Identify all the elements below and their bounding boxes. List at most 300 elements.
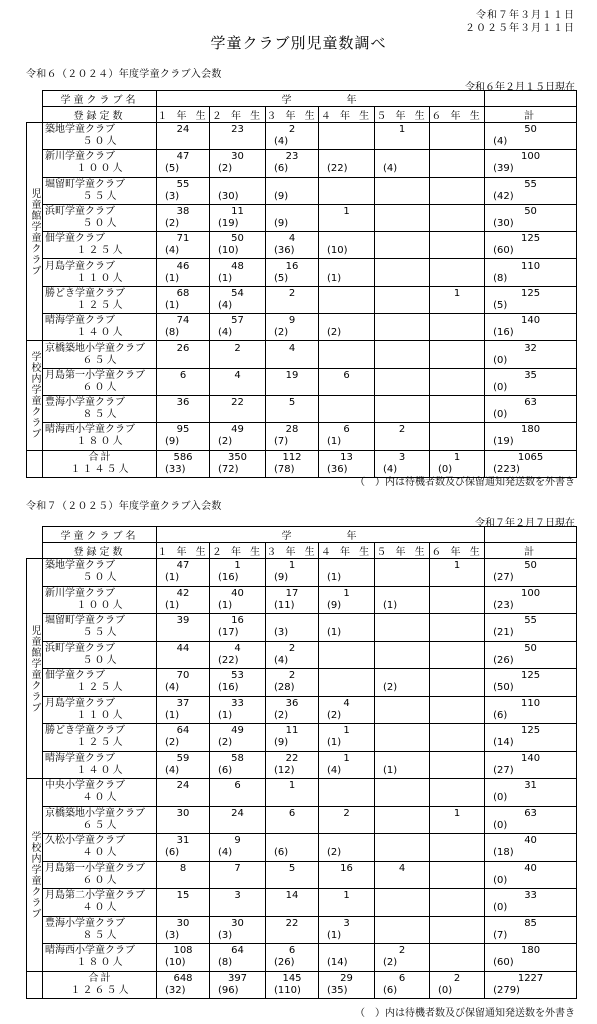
waitlist-count: (0) xyxy=(493,819,508,831)
club-name-cell xyxy=(43,614,157,642)
grade-5-cell xyxy=(375,779,430,807)
total-label-cell xyxy=(43,450,157,477)
grade-3-cell xyxy=(266,177,319,204)
enrolled-count: 586 xyxy=(173,451,193,463)
grade-5-cell xyxy=(375,150,430,177)
waitlist-count xyxy=(430,930,484,942)
waitlist-count xyxy=(430,355,484,367)
waitlist-count: (4) xyxy=(493,136,508,148)
waitlist-count xyxy=(266,792,318,804)
waitlist-count xyxy=(266,300,318,312)
grade-1-cell xyxy=(157,395,210,422)
enrolled-count: 30 xyxy=(231,917,244,929)
enrolled-count: 40 xyxy=(524,835,537,847)
waitlist-count xyxy=(375,737,429,749)
club-name: 晴海西小学童クラブ xyxy=(45,424,135,436)
waitlist-count xyxy=(430,572,484,584)
grade-1-cell xyxy=(157,123,210,150)
waitlist-count xyxy=(157,820,209,832)
waitlist-count: (2) xyxy=(218,737,233,749)
enrolled-count: 2 xyxy=(288,124,296,136)
enrolled-count: 47 xyxy=(176,560,190,572)
waitlist-count xyxy=(319,409,374,421)
enrolled-count: 40 xyxy=(231,587,244,599)
grade-1-cell xyxy=(157,916,210,944)
waitlist-count xyxy=(375,327,429,339)
enrolled-count: 1 xyxy=(234,560,241,572)
waitlist-count: (4) xyxy=(383,163,398,175)
enrolled-count: 39 xyxy=(176,615,190,627)
waitlist-count: (3) xyxy=(274,627,289,639)
club-name: 月島学童クラブ xyxy=(45,697,115,709)
enrolled-count xyxy=(430,370,484,382)
waitlist-count: (22) xyxy=(327,163,348,175)
enrolled-count: 85 xyxy=(524,917,537,929)
grade-1-cell xyxy=(157,889,210,917)
waitlist-count: (223) xyxy=(493,463,520,475)
grade-2-cell xyxy=(210,971,266,999)
grade-1-cell xyxy=(157,696,210,724)
table-row xyxy=(27,150,577,177)
table-row xyxy=(27,259,577,286)
header-blank xyxy=(27,91,43,123)
waitlist-count xyxy=(430,682,484,694)
enrolled-count xyxy=(375,370,429,382)
club-name-cell xyxy=(43,806,157,834)
waitlist-count xyxy=(430,273,484,285)
enrolled-count: 40 xyxy=(524,862,537,874)
waitlist-count xyxy=(375,273,429,285)
waitlist-count: (32) xyxy=(165,984,186,996)
grade-5-cell xyxy=(375,232,430,259)
waitlist-count xyxy=(210,902,265,914)
waitlist-count xyxy=(319,902,374,914)
enrolled-count: 1 xyxy=(288,560,296,572)
club-name: 新川学童クラブ xyxy=(45,151,115,163)
enrolled-count xyxy=(430,753,484,765)
grade-5-cell xyxy=(375,259,430,286)
table-row xyxy=(27,395,577,422)
enrolled-count xyxy=(266,615,318,627)
waitlist-count: (0) xyxy=(493,874,508,886)
waitlist-count xyxy=(430,218,484,230)
total-cell xyxy=(485,314,577,341)
grade-6-cell xyxy=(430,614,485,642)
grade-6-cell xyxy=(430,368,485,395)
table-row xyxy=(27,586,577,614)
group-label-jidokan: 児童館学童クラブ xyxy=(27,123,43,341)
waitlist-count: (19) xyxy=(493,436,514,448)
enrolled-count: 55 xyxy=(524,615,537,627)
club-name-cell xyxy=(43,204,157,231)
grade-6-cell xyxy=(430,669,485,697)
enrolled-count: 70 xyxy=(176,670,190,682)
enrolled-count xyxy=(430,261,484,273)
enrolled-count: 100 xyxy=(521,151,541,163)
table-row xyxy=(27,889,577,917)
grade-5-cell xyxy=(375,916,430,944)
enrolled-count: 32 xyxy=(524,342,537,354)
waitlist-count: (4) xyxy=(165,764,180,776)
club-quota: １１０人 xyxy=(76,272,125,284)
enrolled-count: 2 xyxy=(398,945,406,957)
enrolled-count: 112 xyxy=(282,451,302,463)
enrolled-count xyxy=(375,560,429,572)
enrolled-count: 5 xyxy=(288,862,296,874)
waitlist-count: (2) xyxy=(165,737,180,749)
grade-1-cell xyxy=(157,177,210,204)
grade-5-cell xyxy=(375,669,430,697)
enrolled-count: 31 xyxy=(176,835,190,847)
grade-6-cell xyxy=(430,177,485,204)
grade-header-4: ４ 年 生 xyxy=(319,107,375,123)
enrolled-count: 4 xyxy=(288,342,296,354)
enrolled-count: 6 xyxy=(398,972,406,984)
waitlist-count: (7) xyxy=(274,436,289,448)
grade-3-cell xyxy=(266,341,319,368)
club-name: 佃学童クラブ xyxy=(45,670,105,682)
waitlist-count: (8) xyxy=(218,957,233,969)
waitlist-count: (9) xyxy=(274,737,289,749)
enrolled-count: 140 xyxy=(521,752,541,764)
total-cell xyxy=(485,123,577,150)
waitlist-count xyxy=(430,245,484,257)
waitlist-count xyxy=(430,163,484,175)
waitlist-count xyxy=(430,382,484,394)
grade-header-5: ５ 年 生 xyxy=(375,543,430,559)
enrolled-count: 3 xyxy=(398,451,406,463)
grade-header-2: ２ 年 生 xyxy=(210,543,266,559)
grade-4-cell xyxy=(319,123,375,150)
club-quota: １４０人 xyxy=(76,764,125,776)
waitlist-count: (1) xyxy=(218,272,233,284)
grade-5-cell xyxy=(375,944,430,972)
grade-1-cell xyxy=(157,368,210,395)
total-cell xyxy=(485,889,577,917)
club-quota: ５５人 xyxy=(82,627,119,639)
waitlist-count: (0) xyxy=(438,984,453,996)
club-name: 晴海学童クラブ xyxy=(45,752,115,764)
waitlist-count: (16) xyxy=(218,572,239,584)
grade-2-cell xyxy=(210,696,266,724)
enrolled-count xyxy=(319,343,374,355)
grade-4-cell xyxy=(319,259,375,286)
grade-3-cell xyxy=(266,916,319,944)
club-name-cell xyxy=(43,889,157,917)
grade-4-cell xyxy=(319,889,375,917)
club-name-cell xyxy=(43,368,157,395)
grade-1-cell xyxy=(157,204,210,231)
grade-5-cell xyxy=(375,724,430,752)
grade-5-cell xyxy=(375,586,430,614)
waitlist-count: (1) xyxy=(327,572,342,584)
grade-3-cell xyxy=(266,724,319,752)
enrolled-count: 24 xyxy=(176,124,190,136)
enrolled-count: 95 xyxy=(176,424,190,436)
enrolled-count xyxy=(375,753,429,765)
enrolled-count: 11 xyxy=(231,206,244,218)
club-name: 新川学童クラブ xyxy=(45,587,115,599)
grade-6-cell xyxy=(430,779,485,807)
waitlist-count xyxy=(157,655,209,667)
waitlist-count: (8) xyxy=(493,272,508,284)
enrolled-count: 14 xyxy=(285,890,299,902)
grade-1-cell xyxy=(157,259,210,286)
as-of-2024: 令和６年２月１５日現在 xyxy=(465,82,575,93)
waitlist-count xyxy=(210,792,265,804)
enrolled-count: 1227 xyxy=(517,972,544,984)
club-name-cell xyxy=(43,641,157,669)
enrolled-count: 50 xyxy=(524,560,537,572)
grade-6-cell xyxy=(430,861,485,889)
grade-3-cell xyxy=(266,641,319,669)
enrolled-count xyxy=(375,588,429,600)
grade-3-cell xyxy=(266,286,319,313)
club-name-cell xyxy=(43,395,157,422)
waitlist-count xyxy=(375,355,429,367)
waitlist-count xyxy=(266,930,318,942)
grade-1-cell xyxy=(157,586,210,614)
enrolled-count xyxy=(430,945,484,957)
grade-5-cell xyxy=(375,341,430,368)
waitlist-count: (2) xyxy=(383,682,398,694)
grade-6-cell xyxy=(430,341,485,368)
grade-1-cell xyxy=(157,614,210,642)
table-row xyxy=(27,834,577,862)
waitlist-count xyxy=(430,191,484,203)
grade-group-header: 学 年 xyxy=(157,91,485,107)
club-quota: ５０人 xyxy=(82,654,119,666)
grade-2-cell xyxy=(210,614,266,642)
enrolled-count: 125 xyxy=(521,233,541,245)
total-blank xyxy=(27,971,43,999)
waitlist-count xyxy=(375,300,429,312)
group-label-school: 学校内学童クラブ xyxy=(27,779,43,972)
waitlist-count: (78) xyxy=(274,463,295,475)
total-header-top xyxy=(485,91,577,107)
enrolled-count xyxy=(375,179,429,191)
waitlist-count xyxy=(430,600,484,612)
grade-1-cell xyxy=(157,724,210,752)
enrolled-count: 36 xyxy=(176,397,190,409)
club-quota: ６０人 xyxy=(82,874,119,886)
enrolled-count: 9 xyxy=(234,835,241,847)
enrolled-count xyxy=(430,151,484,163)
waitlist-count: (4) xyxy=(218,299,233,311)
grade-4-cell xyxy=(319,724,375,752)
grade-1-cell xyxy=(157,944,210,972)
waitlist-count: (110) xyxy=(274,984,301,996)
waitlist-count xyxy=(319,218,374,230)
waitlist-count xyxy=(319,355,374,367)
waitlist-count xyxy=(319,682,374,694)
grade-2-cell xyxy=(210,204,266,231)
waitlist-count: (17) xyxy=(218,627,239,639)
grade-1-cell xyxy=(157,450,210,477)
enrolled-count: 38 xyxy=(176,206,190,218)
enrolled-count xyxy=(266,179,318,191)
waitlist-count: (27) xyxy=(493,572,514,584)
grade-3-cell xyxy=(266,944,319,972)
grade-4-cell xyxy=(319,614,375,642)
table-row xyxy=(27,944,577,972)
grade-1-cell xyxy=(157,806,210,834)
grade-2-cell xyxy=(210,669,266,697)
grade-4-cell xyxy=(319,971,375,999)
total-cell xyxy=(485,395,577,422)
club-name: 月島第二小学童クラブ xyxy=(45,890,145,902)
enrolled-count xyxy=(319,261,374,273)
table-row xyxy=(27,177,577,204)
enrolled-count: 4 xyxy=(398,862,406,874)
grade-1-cell xyxy=(157,779,210,807)
enrolled-count: 22 xyxy=(285,917,299,929)
club-name-cell xyxy=(43,751,157,779)
enrolled-count: 59 xyxy=(176,752,190,764)
total-cell xyxy=(485,150,577,177)
grade-header-3: ３ 年 生 xyxy=(266,543,319,559)
grade-5-cell xyxy=(375,559,430,587)
waitlist-count xyxy=(266,409,318,421)
enrolled-count: 1 xyxy=(398,124,406,136)
grade-3-cell xyxy=(266,450,319,477)
waitlist-count: (9) xyxy=(274,218,289,230)
enrolled-count xyxy=(319,179,374,191)
grade-2-cell xyxy=(210,423,266,450)
grade-6-cell xyxy=(430,423,485,450)
enrollment-table-2025 xyxy=(26,526,577,999)
club-name-header: 学童クラブ名 xyxy=(43,527,157,543)
header-row xyxy=(27,543,577,559)
waitlist-count xyxy=(375,436,429,448)
grade-6-cell xyxy=(430,696,485,724)
enrolled-count xyxy=(319,151,374,163)
table-row xyxy=(27,123,577,150)
table-row xyxy=(27,861,577,889)
enrolled-count: 50 xyxy=(524,124,537,136)
waitlist-count: (5) xyxy=(274,272,289,284)
waitlist-count: (18) xyxy=(493,847,514,859)
header-blank xyxy=(27,527,43,559)
grade-6-cell xyxy=(430,971,485,999)
grade-4-cell xyxy=(319,696,375,724)
waitlist-count: (4) xyxy=(165,245,180,257)
waitlist-count: (9) xyxy=(274,190,289,202)
waitlist-count xyxy=(157,409,209,421)
enrolled-count: 140 xyxy=(521,315,541,327)
enrolled-count: 64 xyxy=(176,725,190,737)
grade-3-cell xyxy=(266,586,319,614)
enrolled-count: 1 xyxy=(343,587,350,599)
enrolled-count: 9 xyxy=(288,315,296,327)
waitlist-count: (4) xyxy=(218,327,233,339)
waitlist-count: (6) xyxy=(274,163,289,175)
waitlist-count: (2) xyxy=(383,957,398,969)
club-name: 豊海小学童クラブ xyxy=(45,917,125,929)
waitlist-count xyxy=(430,655,484,667)
enrolled-count: 31 xyxy=(524,780,537,792)
grade-5-cell xyxy=(375,286,430,313)
header-row xyxy=(27,91,577,107)
club-name: 京橋築地小学童クラブ xyxy=(45,807,145,819)
grade-5-cell xyxy=(375,971,430,999)
grade-header-1: １ 年 生 xyxy=(157,107,210,123)
waitlist-count xyxy=(157,136,209,148)
enrolled-count: 4 xyxy=(288,233,296,245)
enrolled-count xyxy=(375,698,429,710)
enrolled-count: 125 xyxy=(521,670,541,682)
table-row xyxy=(27,916,577,944)
grade-5-cell xyxy=(375,806,430,834)
club-name-cell xyxy=(43,861,157,889)
enrolled-count xyxy=(430,643,484,655)
grade-4-cell xyxy=(319,150,375,177)
waitlist-count: (0) xyxy=(438,463,453,475)
total-cell xyxy=(485,751,577,779)
waitlist-count xyxy=(430,847,484,859)
grade-6-cell xyxy=(430,834,485,862)
club-quota: ６５人 xyxy=(82,819,119,831)
quota-header: 登録定数 xyxy=(43,543,157,559)
waitlist-count xyxy=(210,355,265,367)
waitlist-count: (8) xyxy=(165,327,180,339)
total-cell xyxy=(485,204,577,231)
waitlist-count: (6) xyxy=(493,709,508,721)
table-row xyxy=(27,641,577,669)
club-name-cell xyxy=(43,779,157,807)
total-quota: １１４５人 xyxy=(70,463,131,475)
waitlist-count: (279) xyxy=(493,984,520,996)
table-row xyxy=(27,368,577,395)
waitlist-count xyxy=(375,820,429,832)
waitlist-count: (1) xyxy=(165,599,180,611)
enrolled-count: 11 xyxy=(285,725,299,737)
grade-1-cell xyxy=(157,314,210,341)
enrolled-count xyxy=(430,206,484,218)
waitlist-count xyxy=(430,875,484,887)
waitlist-count xyxy=(430,820,484,832)
waitlist-count xyxy=(375,572,429,584)
waitlist-count: (12) xyxy=(274,764,295,776)
enrolled-count: 648 xyxy=(173,972,193,984)
enrolled-count: 100 xyxy=(521,587,541,599)
grade-4-cell xyxy=(319,232,375,259)
grade-6-cell xyxy=(430,751,485,779)
total-cell xyxy=(485,806,577,834)
waitlist-count xyxy=(319,655,374,667)
club-name: 浜町学童クラブ xyxy=(45,206,115,218)
club-quota: ５０人 xyxy=(82,572,119,584)
waitlist-count: (2) xyxy=(218,163,233,175)
grade-header-6: ６ 年 生 xyxy=(430,543,485,559)
club-name-header: 学童クラブ名 xyxy=(43,91,157,107)
note-2024: （ ）内は待機者数及び保留通知発送数を外書き xyxy=(355,477,575,488)
club-name: 中央小学童クラブ xyxy=(45,780,125,792)
enrolled-count: 1 xyxy=(453,451,461,463)
enrolled-count xyxy=(375,918,429,930)
total-cell xyxy=(485,586,577,614)
grade-3-cell xyxy=(266,395,319,422)
grade-1-cell xyxy=(157,669,210,697)
grade-3-cell xyxy=(266,204,319,231)
waitlist-count xyxy=(375,655,429,667)
waitlist-count xyxy=(157,627,209,639)
club-quota: ５５人 xyxy=(82,190,119,202)
enrolled-count: 30 xyxy=(176,807,190,819)
waitlist-count: (2) xyxy=(274,709,289,721)
grade-4-cell xyxy=(319,395,375,422)
enrolled-count xyxy=(375,315,429,327)
